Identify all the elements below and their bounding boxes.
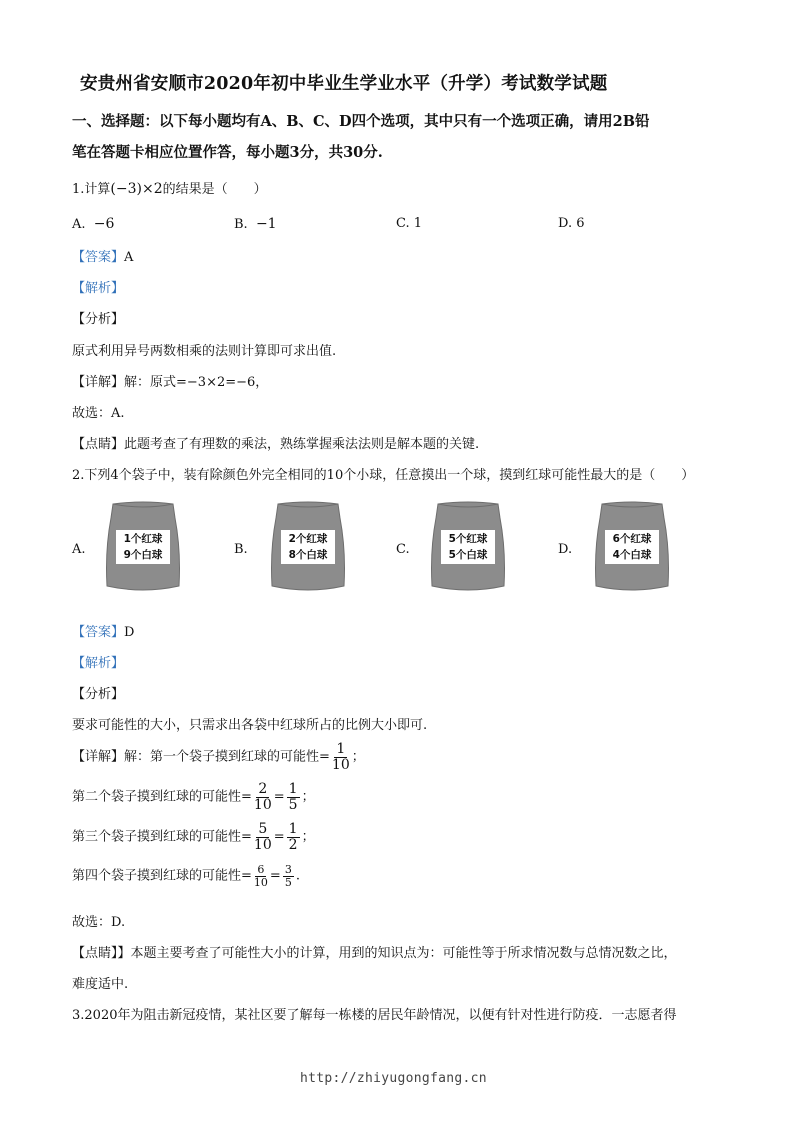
fraction bbox=[254, 822, 272, 852]
equals-sign: = bbox=[273, 789, 285, 805]
bag-line2: 8个白球 bbox=[285, 547, 332, 563]
option-key: B. bbox=[234, 217, 248, 232]
q1-option-d[interactable] bbox=[558, 216, 585, 231]
fraction bbox=[254, 864, 268, 888]
answer-value: D bbox=[124, 625, 135, 640]
bag-line2: 9个白球 bbox=[120, 547, 167, 563]
bag-image-c bbox=[428, 500, 508, 595]
comment-label: 【点睛】】 bbox=[72, 946, 131, 961]
q2-fenxi-text: 要求可能性的大小，只需求出各袋中红球所占的比例大小即可. bbox=[72, 718, 428, 733]
bag-label-d bbox=[592, 530, 672, 564]
fraction bbox=[287, 822, 300, 852]
q2-option-d-key[interactable]: D. bbox=[558, 542, 573, 557]
q1-fenxi-text: 原式利用异号两数相乘的法则计算即可求出值. bbox=[72, 344, 337, 359]
bag-image-b bbox=[268, 500, 348, 595]
bag-line1: 2个红球 bbox=[285, 531, 332, 547]
detail-text: 第二个袋子摸到红球的可能性= bbox=[72, 789, 252, 805]
punct: . bbox=[295, 868, 300, 884]
fraction bbox=[287, 782, 300, 812]
q1-analysis-label: 【解析】 bbox=[72, 281, 125, 296]
q1-stem bbox=[72, 178, 267, 197]
bag-label-b bbox=[268, 530, 348, 564]
punct: ； bbox=[351, 749, 365, 765]
option-key: C. bbox=[396, 216, 410, 231]
section-heading-line1: 一、选择题：以下每小题均有A、B、C、D四个选项，其中只有一个选项正确，请用2B铅 bbox=[72, 113, 650, 130]
detail-text: 第四个袋子摸到红球的可能性= bbox=[72, 868, 252, 884]
equals-sign: = bbox=[269, 868, 281, 884]
q2-detail-line1 bbox=[72, 742, 365, 772]
fraction-denominator: 10 bbox=[253, 836, 272, 853]
q2-comment-line2: 难度适中. bbox=[72, 977, 129, 992]
fraction-numerator: 5 bbox=[258, 821, 268, 837]
detail-text: 解：第一个袋子摸到红球的可能性= bbox=[124, 749, 330, 765]
answer-value: A bbox=[124, 250, 134, 265]
q2-analysis-label: 【解析】 bbox=[72, 656, 125, 671]
q2-answer bbox=[72, 621, 134, 640]
option-value: −1 bbox=[255, 216, 277, 232]
fraction bbox=[332, 742, 350, 772]
q3-stem: 3.2020年为阻击新冠疫情，某社区要了解每一栋楼的居民年龄情况，以便有针对性进行防疫．一志愿者得 bbox=[72, 1008, 677, 1023]
bag-line2: 4个白球 bbox=[609, 547, 656, 563]
q1-stem-prefix: 1.计算 bbox=[72, 182, 111, 197]
q1-stem-suffix: 的结果是（ ） bbox=[162, 182, 267, 197]
equals-sign: = bbox=[273, 829, 285, 845]
q1-choose: 故选：A. bbox=[72, 406, 125, 421]
q2-choose: 故选：D. bbox=[72, 915, 126, 930]
q2-fenxi-label: 【分析】 bbox=[72, 687, 125, 702]
fraction-numerator: 1 bbox=[288, 781, 298, 797]
fraction bbox=[283, 864, 294, 888]
fraction-denominator: 5 bbox=[284, 875, 292, 889]
option-key: A. bbox=[72, 217, 86, 232]
q1-detail bbox=[72, 371, 268, 390]
q2-stem: 2.下列4个袋子中，装有除颜色外完全相同的10个小球，任意摸出一个球，摸到红球可能性最大的是（ ） bbox=[72, 468, 695, 483]
fraction-denominator: 10 bbox=[253, 875, 268, 889]
detail-label: 【详解】 bbox=[72, 749, 125, 765]
bag-image-a bbox=[103, 500, 183, 595]
comment-label: 【点睛】 bbox=[72, 437, 125, 452]
option-value: 1 bbox=[413, 216, 423, 231]
fraction-denominator: 10 bbox=[253, 796, 272, 813]
punct: ； bbox=[301, 829, 315, 845]
q1-option-b[interactable] bbox=[234, 216, 277, 232]
fraction-numerator: 1 bbox=[336, 741, 346, 757]
bag-image-d bbox=[592, 500, 672, 595]
q2-option-a-key[interactable]: A. bbox=[72, 542, 86, 557]
comment-text: 此题考查了有理数的乘法，熟练掌握乘法法则是解本题的关键. bbox=[124, 437, 480, 452]
fraction-denominator: 10 bbox=[331, 756, 350, 773]
fraction-numerator: 2 bbox=[258, 781, 268, 797]
detail-text: 解：原式=−3×2=−6， bbox=[124, 375, 269, 390]
q1-comment bbox=[72, 433, 479, 452]
bag-line1: 5个红球 bbox=[445, 531, 492, 547]
bag-label-a bbox=[103, 530, 183, 564]
footer-url[interactable]: http://zhiyugongfang.cn bbox=[300, 1071, 487, 1086]
bag-line2: 5个白球 bbox=[445, 547, 492, 563]
bag-line1: 6个红球 bbox=[609, 531, 656, 547]
section-heading-line2: 笔在答题卡相应位置作答，每小题3分，共30分. bbox=[72, 144, 383, 161]
q2-option-c-key[interactable]: C. bbox=[396, 542, 410, 557]
fraction-numerator: 6 bbox=[257, 863, 265, 876]
q1-fenxi-label: 【分析】 bbox=[72, 312, 125, 327]
detail-label: 【详解】 bbox=[72, 375, 125, 390]
q2-comment-line1 bbox=[72, 942, 677, 961]
q1-option-c[interactable] bbox=[396, 216, 422, 231]
bag-label-c bbox=[428, 530, 508, 564]
q1-answer bbox=[72, 246, 133, 265]
q2-detail-line4 bbox=[72, 864, 300, 888]
detail-text: 第三个袋子摸到红球的可能性= bbox=[72, 829, 252, 845]
option-value: 6 bbox=[576, 216, 585, 231]
q2-option-b-key[interactable]: B. bbox=[234, 542, 248, 557]
fraction-numerator: 1 bbox=[288, 821, 298, 837]
punct: ； bbox=[301, 789, 315, 805]
fraction-denominator: 2 bbox=[288, 836, 298, 853]
page-title: 安贵州省安顺市2020年初中毕业生学业水平（升学）考试数学试题 bbox=[80, 74, 608, 94]
option-key: D. bbox=[558, 216, 573, 231]
bag-line1: 1个红球 bbox=[120, 531, 167, 547]
answer-label: 【答案】 bbox=[72, 250, 125, 265]
comment-text: 本题主要考查了可能性大小的计算，用到的知识点为：可能性等于所求情况数与总情况数之比， bbox=[130, 946, 677, 961]
q2-detail-line3 bbox=[72, 822, 315, 852]
fraction-denominator: 5 bbox=[288, 796, 298, 813]
fraction-numerator: 3 bbox=[284, 863, 292, 876]
q1-option-a[interactable] bbox=[72, 216, 114, 232]
answer-label: 【答案】 bbox=[72, 625, 125, 640]
q2-detail-line2 bbox=[72, 782, 315, 812]
q1-stem-expr: (−3)×2 bbox=[110, 181, 163, 197]
option-value: −6 bbox=[93, 216, 115, 232]
fraction bbox=[254, 782, 272, 812]
